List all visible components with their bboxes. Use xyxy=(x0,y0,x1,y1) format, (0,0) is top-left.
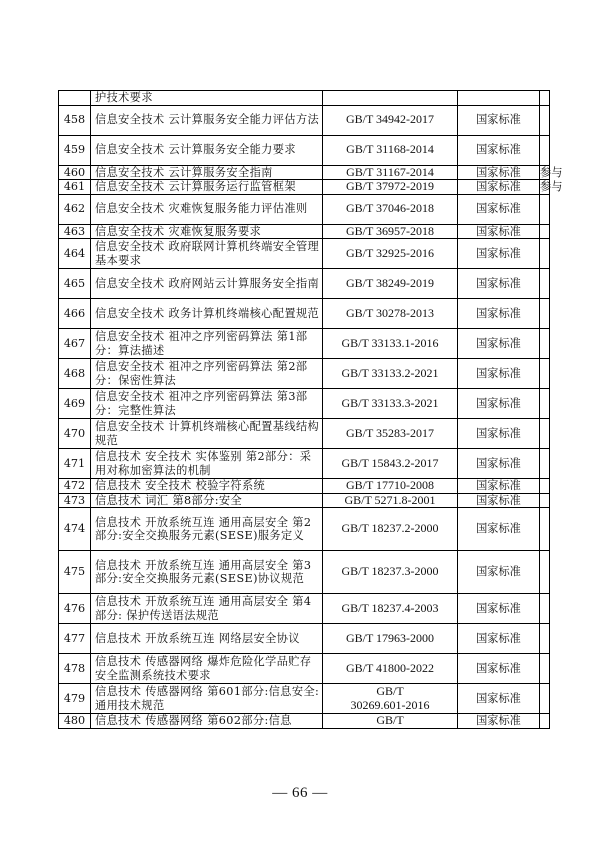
standard-code: GB/T 37046-2018 xyxy=(323,194,458,224)
standard-name: 信息技术 开放系统互连 通用高层安全 第3部分:安全交换服务元素(SESE)协议规范 xyxy=(91,551,323,594)
standard-type: 国家标准 xyxy=(458,419,540,449)
table-row xyxy=(59,624,550,654)
table-row xyxy=(59,269,550,299)
row-number: 475 xyxy=(59,551,91,594)
row-number: 474 xyxy=(59,508,91,551)
standard-type: 国家标准 xyxy=(458,479,540,494)
participation-role xyxy=(540,329,550,359)
table-row xyxy=(59,135,550,165)
standard-type: 国家标准 xyxy=(458,359,540,389)
standard-name: 信息技术 传感器网络 爆炸危险化学品贮存安全监测系统技术要求 xyxy=(91,654,323,684)
standard-code: GB/T 31167-2014 xyxy=(323,165,458,180)
standard-name: 信息技术 词汇 第8部分:安全 xyxy=(91,493,323,508)
standard-type: 国家标准 xyxy=(458,654,540,684)
standard-code: GB/T 33133.1-2016 xyxy=(323,329,458,359)
row-number: 466 xyxy=(59,299,91,329)
standard-name: 信息技术 开放系统互连 网络层安全协议 xyxy=(91,624,323,654)
standard-code: GB/T 18237.4-2003 xyxy=(323,594,458,624)
standard-type: 国家标准 xyxy=(458,714,540,729)
standard-code: GB/T 30269.601-2016 xyxy=(323,684,458,714)
participation-role xyxy=(540,449,550,479)
table-row xyxy=(59,654,550,684)
standard-code: GB/T 17710-2008 xyxy=(323,479,458,494)
standard-code: GB/T 35283-2017 xyxy=(323,419,458,449)
standard-type: 国家标准 xyxy=(458,624,540,654)
table-row xyxy=(59,594,550,624)
standard-type: 国家标准 xyxy=(458,594,540,624)
participation-role xyxy=(540,508,550,551)
standard-type: 国家标准 xyxy=(458,389,540,419)
row-number: 462 xyxy=(59,194,91,224)
standard-type: 国家标准 xyxy=(458,105,540,135)
standard-name: 信息安全技术 祖冲之序列密码算法 第2部分：保密性算法 xyxy=(91,359,323,389)
standard-type: 国家标准 xyxy=(458,299,540,329)
standard-name: 护技术要求 xyxy=(91,91,323,106)
standard-code: GB/T 38249-2019 xyxy=(323,269,458,299)
row-number: 461 xyxy=(59,180,91,195)
row-number: 469 xyxy=(59,389,91,419)
participation-role xyxy=(540,135,550,165)
participation-role xyxy=(540,299,550,329)
standard-type: 国家标准 xyxy=(458,449,540,479)
standard-name: 信息技术 开放系统互连 通用高层安全 第2部分:安全交换服务元素(SESE)服务定义 xyxy=(91,508,323,551)
standard-code xyxy=(323,91,458,106)
standard-name: 信息技术 传感器网络 第601部分:信息安全: 通用技术规范 xyxy=(91,684,323,714)
standards-table xyxy=(58,90,563,729)
standard-name: 信息安全技术 计算机终端核心配置基线结构规范 xyxy=(91,419,323,449)
standard-name: 信息安全技术 政务计算机终端核心配置规范 xyxy=(91,299,323,329)
row-number: 459 xyxy=(59,135,91,165)
standard-name: 信息安全技术 祖冲之序列密码算法 第3部分：完整性算法 xyxy=(91,389,323,419)
standard-code: GB/T 36957-2018 xyxy=(323,224,458,239)
standard-name: 信息技术 安全技术 实体鉴别 第2部分：采用对称加密算法的机制 xyxy=(91,449,323,479)
standard-code: GB/T 18237.3-2000 xyxy=(323,551,458,594)
standard-type: 国家标准 xyxy=(458,239,540,269)
table-row xyxy=(59,714,550,729)
standard-name: 信息安全技术 政府联网计算机终端安全管理基本要求 xyxy=(91,239,323,269)
row-number: 468 xyxy=(59,359,91,389)
participation-role xyxy=(540,479,550,494)
standard-code: GB/T 15843.2-2017 xyxy=(323,449,458,479)
table-row xyxy=(59,508,550,551)
standard-code: GB/T xyxy=(323,714,458,729)
table-row xyxy=(59,105,550,135)
table-row xyxy=(59,493,550,508)
table-row xyxy=(59,194,550,224)
row-number: 467 xyxy=(59,329,91,359)
standard-name: 信息安全技术 灾难恢复服务能力评估准则 xyxy=(91,194,323,224)
row-number: 476 xyxy=(59,594,91,624)
standard-code: GB/T 32925-2016 xyxy=(323,239,458,269)
standard-name: 信息安全技术 云计算服务运行监管框架 xyxy=(91,180,323,195)
standard-type: 国家标准 xyxy=(458,493,540,508)
standard-code: GB/T 33133.2-2021 xyxy=(323,359,458,389)
standard-name: 信息技术 传感器网络 第602部分:信息 xyxy=(91,714,323,729)
participation-role xyxy=(540,91,550,106)
standard-code: GB/T 31168-2014 xyxy=(323,135,458,165)
row-number: 460 xyxy=(59,165,91,180)
table-row xyxy=(59,239,550,269)
row-number: 473 xyxy=(59,493,91,508)
standard-type: 国家标准 xyxy=(458,165,540,180)
standard-type: 国家标准 xyxy=(458,551,540,594)
standard-code: GB/T 18237.2-2000 xyxy=(323,508,458,551)
standard-type: 国家标准 xyxy=(458,180,540,195)
standard-name: 信息安全技术 政府网站云计算服务安全指南 xyxy=(91,269,323,299)
standard-type xyxy=(458,91,540,106)
standard-code: GB/T 41800-2022 xyxy=(323,654,458,684)
standard-type: 国家标准 xyxy=(458,194,540,224)
participation-role xyxy=(540,419,550,449)
row-number: 464 xyxy=(59,239,91,269)
row-number: 472 xyxy=(59,479,91,494)
participation-role xyxy=(540,105,550,135)
participation-role: 参与 xyxy=(540,180,563,193)
table-row xyxy=(59,91,550,106)
standard-code: GB/T 5271.8-2001 xyxy=(323,493,458,508)
table-row xyxy=(59,180,550,195)
row-number: 463 xyxy=(59,224,91,239)
table-body xyxy=(59,91,563,729)
standard-code: GB/T 33133.3-2021 xyxy=(323,389,458,419)
standard-name: 信息安全技术 祖冲之序列密码算法 第1部分：算法描述 xyxy=(91,329,323,359)
standard-name: 信息技术 开放系统互连 通用高层安全 第4部分: 保护传送语法规范 xyxy=(91,594,323,624)
table-row xyxy=(59,419,550,449)
standard-type: 国家标准 xyxy=(458,269,540,299)
row-number: 458 xyxy=(59,105,91,135)
standard-type: 国家标准 xyxy=(458,508,540,551)
standard-type: 国家标准 xyxy=(458,224,540,239)
standard-code: GB/T 34942-2017 xyxy=(323,105,458,135)
table-row xyxy=(59,224,550,239)
participation-role xyxy=(540,239,550,269)
standard-name: 信息安全技术 云计算服务安全能力评估方法 xyxy=(91,105,323,135)
table-row xyxy=(59,329,550,359)
row-number: 471 xyxy=(59,449,91,479)
participation-role xyxy=(540,389,550,419)
row-number: 479 xyxy=(59,684,91,714)
standard-name: 信息安全技术 灾难恢复服务要求 xyxy=(91,224,323,239)
row-number: 478 xyxy=(59,654,91,684)
participation-role xyxy=(540,684,550,714)
table-row xyxy=(59,684,550,714)
page-number: — 66 — xyxy=(272,785,328,801)
participation-role xyxy=(540,224,550,239)
table-row xyxy=(59,479,550,494)
table-row xyxy=(59,299,550,329)
row-number xyxy=(59,91,91,106)
standard-name: 信息安全技术 云计算服务安全指南 xyxy=(91,165,323,180)
row-number: 477 xyxy=(59,624,91,654)
participation-role xyxy=(540,714,550,729)
standard-code: GB/T 37972-2019 xyxy=(323,180,458,195)
participation-role xyxy=(540,624,550,654)
table-row xyxy=(59,359,550,389)
participation-role xyxy=(540,654,550,684)
standard-name: 信息安全技术 云计算服务安全能力要求 xyxy=(91,135,323,165)
table-row xyxy=(59,165,550,180)
standard-type: 国家标准 xyxy=(458,329,540,359)
participation-role xyxy=(540,493,550,508)
table-row xyxy=(59,551,550,594)
participation-role xyxy=(540,359,550,389)
table-row xyxy=(59,389,550,419)
standard-type: 国家标准 xyxy=(458,135,540,165)
table-row xyxy=(59,449,550,479)
row-number: 470 xyxy=(59,419,91,449)
row-number: 480 xyxy=(59,714,91,729)
standard-type: 国家标准 xyxy=(458,684,540,714)
participation-role xyxy=(540,551,550,594)
participation-role xyxy=(540,194,550,224)
participation-role xyxy=(540,594,550,624)
participation-role: 参与 xyxy=(540,165,563,179)
row-number: 465 xyxy=(59,269,91,299)
standard-name: 信息技术 安全技术 校验字符系统 xyxy=(91,479,323,494)
standard-code: GB/T 30278-2013 xyxy=(323,299,458,329)
participation-role xyxy=(540,269,550,299)
standard-code: GB/T 17963-2000 xyxy=(323,624,458,654)
